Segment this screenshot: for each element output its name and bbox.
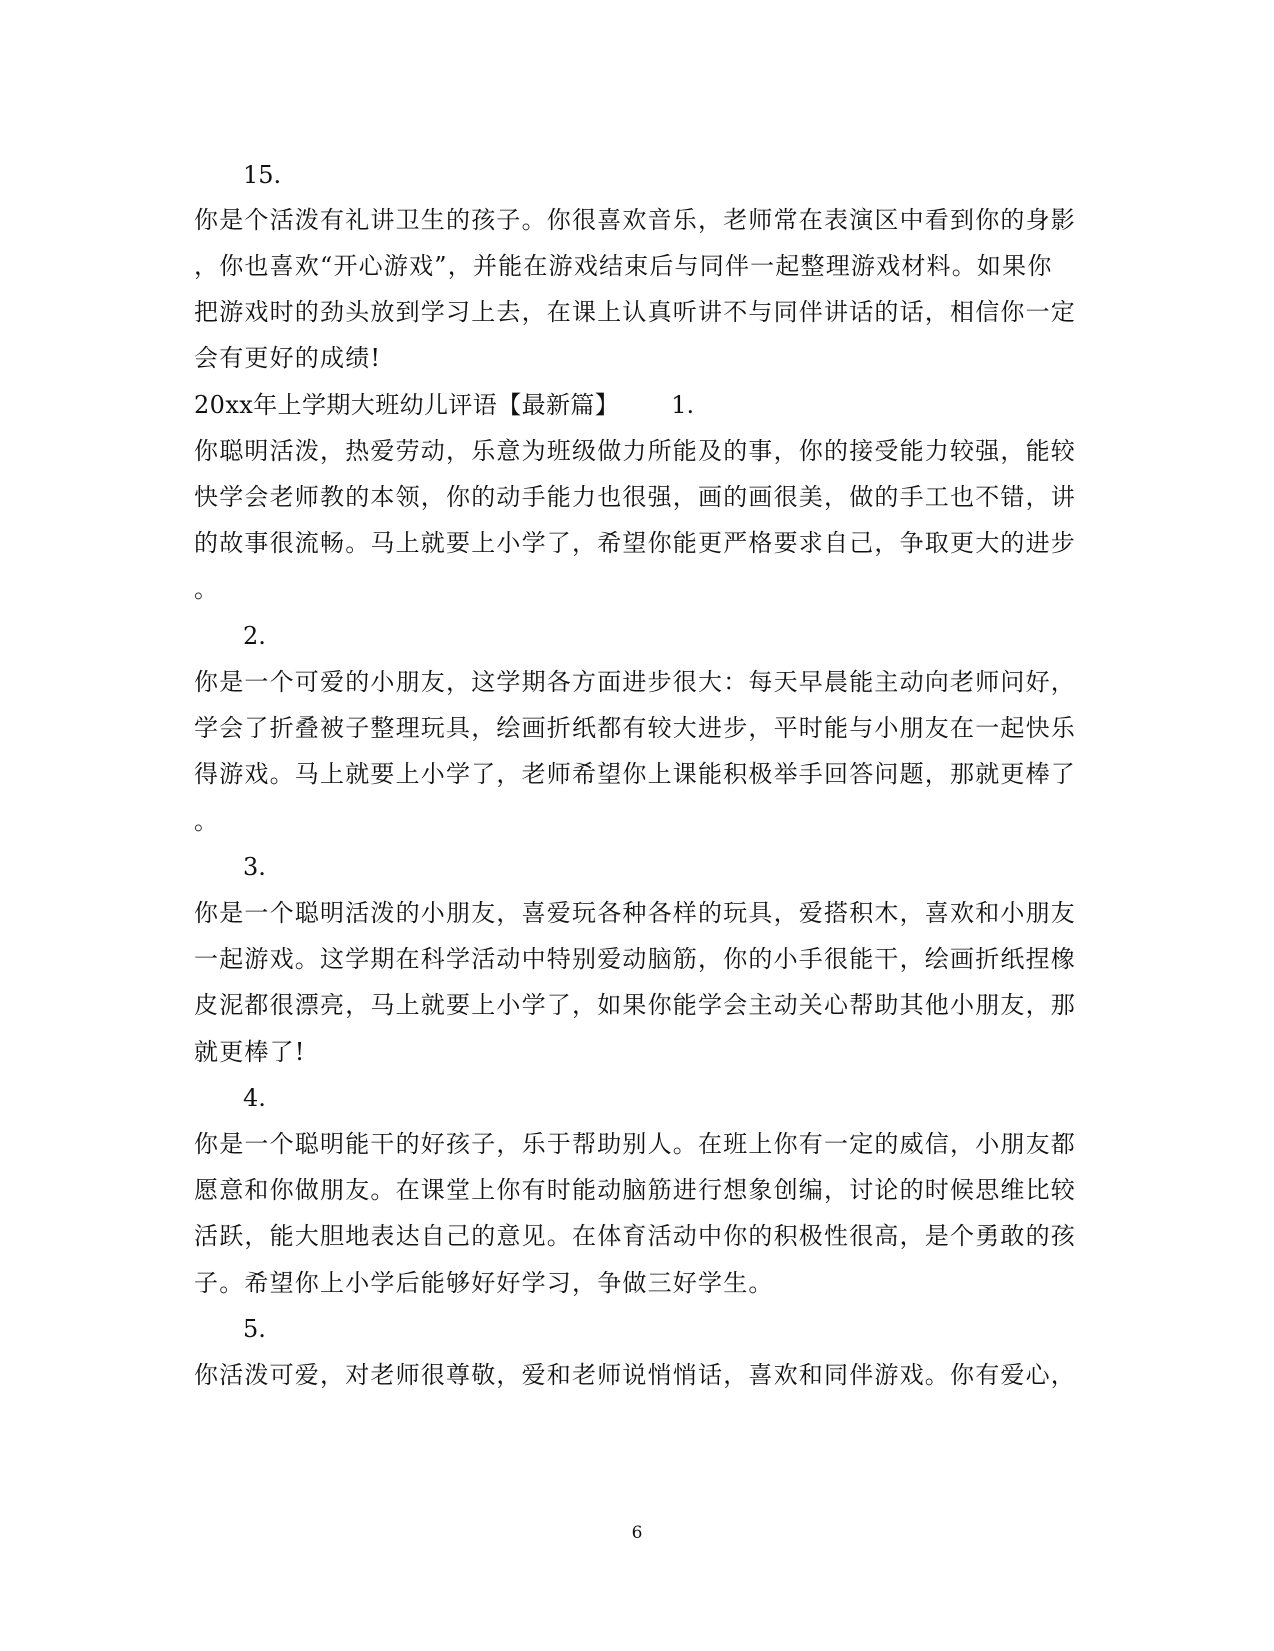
paragraph-line: 的故事很流畅。马上就要上小学了，希望你能更严格要求自己，争取更大的进步 <box>194 529 1076 557</box>
item-number: 5. <box>243 1315 266 1343</box>
paragraph-line: 学会了折叠被子整理玩具，绘画折纸都有较大进步，平时能与小朋友在一起快乐 <box>194 714 1076 742</box>
section-heading-title: 20xx年上学期大班幼儿评语【最新篇】 <box>194 391 620 419</box>
paragraph-line: 你是一个聪明活泼的小朋友，喜爱玩各种各样的玩具，爱搭积木，喜欢和小朋友 <box>194 899 1076 927</box>
paragraph-line: ，你也喜欢“开心游戏”，并能在游戏结束后与同伴一起整理游戏材料。如果你 <box>194 252 1053 280</box>
paragraph-line: 愿意和你做朋友。在课堂上你有时能动脑筋进行想象创编，讨论的时候思维比较 <box>194 1176 1076 1204</box>
paragraph-line: 一起游戏。这学期在科学活动中特别爱动脑筋，你的小手很能干，绘画折纸捏橡 <box>194 945 1076 973</box>
paragraph-line: 你是个活泼有礼讲卫生的孩子。你很喜欢音乐，老师常在表演区中看到你的身影 <box>194 206 1076 234</box>
paragraph-line: 。 <box>194 807 220 835</box>
paragraph-line: 会有更好的成绩! <box>194 344 382 372</box>
item-number: 15. <box>243 161 282 189</box>
page-number: 6 <box>631 1523 643 1543</box>
paragraph-line: 。 <box>194 575 220 603</box>
paragraph-line: 把游戏时的劲头放到学习上去，在课上认真听讲不与同伴讲话的话，相信你一定 <box>194 298 1076 326</box>
paragraph-line: 快学会老师教的本领，你的动手能力也很强，画的画很美，做的手工也不错，讲 <box>194 483 1076 511</box>
section-heading <box>194 390 694 420</box>
paragraph-line: 得游戏。马上就要上小学了，老师希望你上课能积极举手回答问题，那就更棒了 <box>194 760 1076 788</box>
paragraph-line: 就更棒了! <box>194 1038 306 1066</box>
paragraph-line: 活跃，能大胆地表达自己的意见。在体育活动中你的积极性很高，是个勇敢的孩 <box>194 1222 1076 1250</box>
paragraph-line: 你活泼可爱，对老师很尊敬，爱和老师说悄悄话，喜欢和同伴游戏。你有爱心， <box>194 1361 1076 1389</box>
paragraph-line: 皮泥都很漂亮，马上就要上小学了，如果你能学会主动关心帮助其他小朋友，那 <box>194 991 1076 1019</box>
paragraph-line: 你是一个可爱的小朋友，这学期各方面进步很大：每天早晨能主动向老师问好， <box>194 668 1076 696</box>
item-number: 3. <box>243 853 266 881</box>
item-number: 4. <box>243 1084 266 1112</box>
paragraph-line: 你是一个聪明能干的好孩子，乐于帮助别人。在班上你有一定的威信，小朋友都 <box>194 1130 1076 1158</box>
paragraph-line: 子。希望你上小学后能够好好学习，争做三好学生。 <box>194 1269 774 1297</box>
item-number: 1. <box>671 391 695 419</box>
item-number: 2. <box>243 622 266 650</box>
paragraph-line: 你聪明活泼，热爱劳动，乐意为班级做力所能及的事，你的接受能力较强，能较 <box>194 437 1076 465</box>
